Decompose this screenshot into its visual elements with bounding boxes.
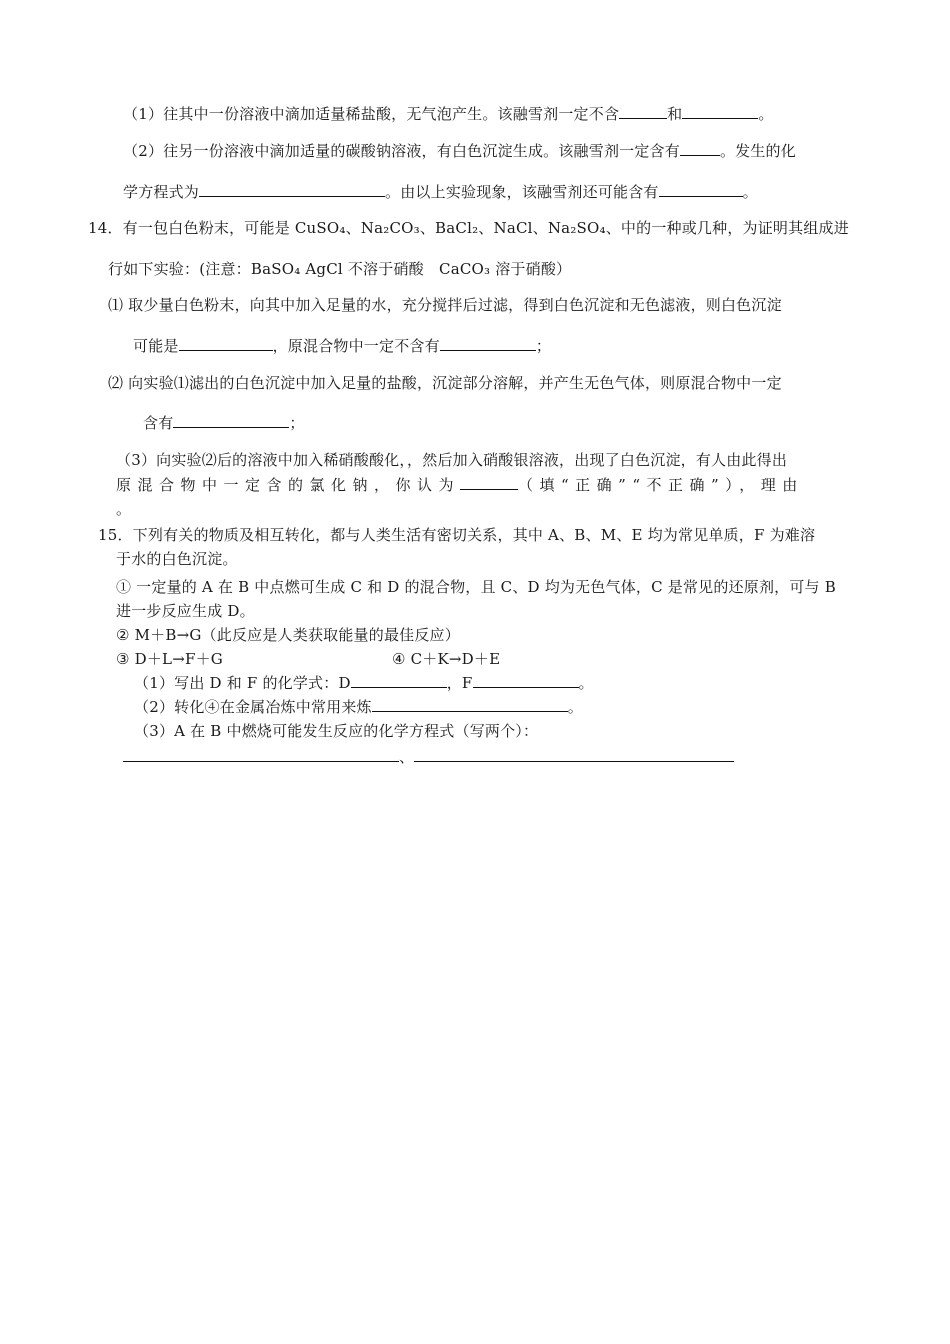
q14-step3: （3）向实验⑵后的溶液中加入稀硝酸酸化，，然后加入硝酸银溶液，出现了白色沉淀，有人由此得出 (116, 451, 788, 469)
answer-blank[interactable] (659, 182, 743, 197)
q15-answer-3: （3）A 在 B 中燃烧可能发生反应的化学方程式（写两个）： (134, 722, 539, 740)
q15-answer-1: （1）写出 D 和 F 的化学式：D ，F 。 (134, 674, 594, 692)
q14-step1-answer: 可能是 ，原混合物中一定不含有 ； (133, 337, 552, 355)
q14-step3-answer: 原混合物中一定含的氯化钠，你认为 （填“正确”“不正确”），理由 (116, 476, 804, 494)
q15-stem-cont: 于水的白色沉淀。 (116, 550, 238, 568)
q13-part2: （2）往另一份溶液中滴加适量的碳酸钠溶液，有白色沉淀生成。该融雪剂一定含有 。发生的化 (123, 142, 796, 160)
q15-condition-3: ③ D＋L→F＋G (116, 650, 223, 668)
q15-condition-4: ④ C＋K→D＋E (392, 650, 501, 668)
answer-blank[interactable] (351, 673, 447, 688)
q14-stem: 14．有一包白色粉末，可能是 CuSO₄、Na₂CO₃、BaCl₂、NaCl、Na₂SO₄、中的一种或几种，为证明其组成进 (88, 219, 849, 237)
answer-blank[interactable] (440, 336, 536, 351)
q14-step2: ⑵ 向实验⑴滤出的白色沉淀中加入足量的盐酸，沉淀部分溶解，并产生无色气体，则原混合物中一定 (108, 374, 782, 392)
q14-step1: ⑴ 取少量白色粉末，向其中加入足量的水，充分搅拌后过滤，得到白色沉淀和无色滤液，则白色沉淀 (108, 296, 782, 314)
answer-blank[interactable] (372, 697, 568, 712)
q15-condition-1: ① 一定量的 A 在 B 中点燃可生成 C 和 D 的混合物，且 C、D 均为无色气体，C 是常见的还原剂，可与 B (116, 578, 836, 596)
q13-part3: 学方程式为 。由以上实验现象，该融雪剂还可能含有 。 (123, 183, 758, 201)
answer-blank[interactable] (473, 673, 579, 688)
q15-answer-2: （2）转化④在金属冶炼中常用来炼 。 (134, 698, 583, 716)
q15-answer-3-blanks: 、 (123, 746, 734, 767)
q14-stem-note: 行如下实验：(注意：BaSO₄ AgCl 不溶于硝酸 CaCO₃ 溶于硝酸） (108, 260, 572, 278)
q15-condition-1-cont: 进一步反应生成 D。 (116, 602, 255, 620)
answer-blank[interactable] (680, 141, 720, 156)
answer-blank[interactable] (619, 104, 667, 119)
answer-blank[interactable] (179, 336, 273, 351)
answer-blank[interactable] (414, 747, 734, 762)
q15-condition-2: ② M＋B→G（此反应是人类获取能量的最佳反应） (116, 626, 460, 644)
q13-part1: （1）往其中一份溶液中滴加适量稀盐酸，无气泡产生。该融雪剂一定不含 和 。 (123, 105, 774, 123)
answer-blank[interactable] (173, 413, 223, 428)
answer-blank[interactable] (123, 747, 399, 762)
answer-blank[interactable] (199, 182, 385, 197)
q14-step3-end: 。 (116, 500, 132, 518)
answer-blank[interactable] (460, 475, 518, 490)
q14-step2-answer: 含有 ； (143, 414, 305, 432)
answer-blank[interactable] (223, 413, 289, 428)
q15-stem: 15．下列有关的物质及相互转化，都与人类生活有密切关系，其中 A、B、M、E 均为常见单质，F 为难溶 (98, 526, 816, 544)
answer-blank[interactable] (682, 104, 758, 119)
